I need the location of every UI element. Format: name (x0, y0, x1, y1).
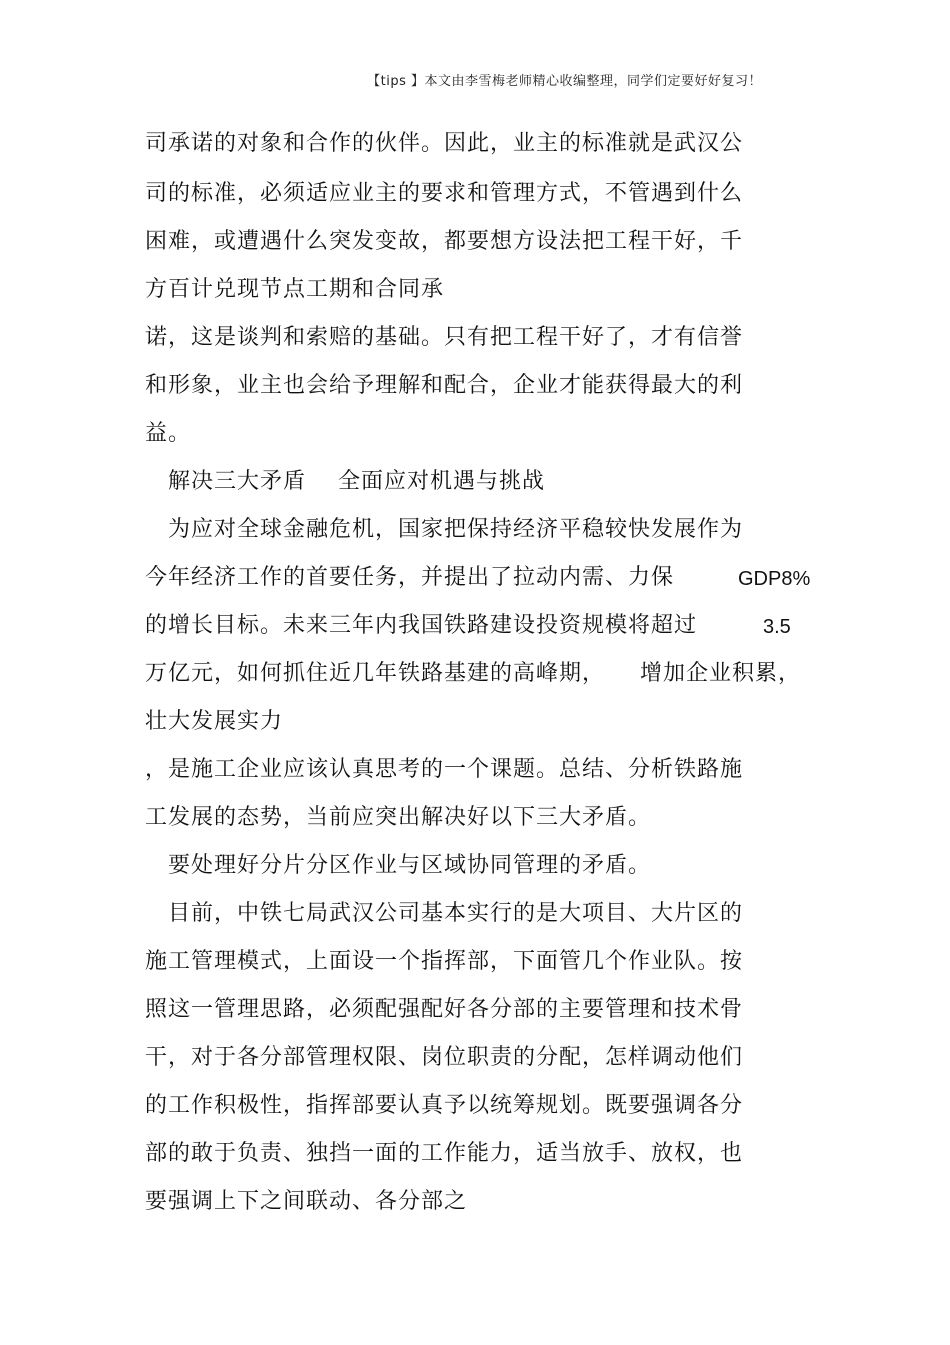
paragraph-line: 的工作积极性，指挥部要认真予以统筹规划。既要强调各分 (145, 1093, 744, 1118)
paragraph-line: 要强调上下之间联动、各分部之 (145, 1189, 468, 1214)
paragraph-line: 部的敢于负责、独挡一面的工作能力，适当放手、放权，也 (145, 1141, 744, 1166)
section-heading (168, 468, 545, 496)
sub-heading: 要处理好分片分区作业与区域协同管理的矛盾。 (168, 853, 652, 878)
paragraph-line: 方百计兑现节点工期和合同承 (145, 277, 445, 302)
paragraph-line: 照这一管理思路，必须配强配好各分部的主要管理和技术骨 (145, 997, 744, 1022)
paragraph-line: 万亿元，如何抓住近几年铁路基建的高峰期， (145, 661, 606, 686)
investment-figure: 3.5 (763, 616, 791, 638)
paragraph-line: 工发展的态势，当前应突出解决好以下三大矛盾。 (145, 805, 652, 830)
paragraph-line: 今年经济工作的首要任务，并提出了拉动内需、力保 (145, 565, 675, 590)
heading-part-1: 解决三大矛盾 (168, 469, 307, 494)
heading-part-2: 全面应对机遇与挑战 (338, 469, 546, 494)
paragraph-line: 目前，中铁七局武汉公司基本实行的是大项目、大片区的 (168, 901, 744, 926)
header-tips-note: 【tips 】本文由李雪梅老师精心收编整理，同学们定要好好复习！ (367, 74, 762, 89)
paragraph-line-tail: 增加企业积累， (640, 661, 802, 686)
paragraph-line: 为应对全球金融危机，国家把保持经济平稳较快发展作为 (168, 517, 744, 542)
paragraph-line: 益。 (145, 421, 192, 446)
paragraph-line: 和形象，业主也会给予理解和配合，企业才能获得最大的利 (145, 373, 744, 398)
gdp-figure: GDP8% (738, 568, 811, 590)
paragraph-line: 施工管理模式，上面设一个指挥部，下面管几个作业队。按 (145, 949, 744, 974)
paragraph-line: 的增长目标。未来三年内我国铁路建设投资规模将超过 (145, 613, 698, 638)
paragraph-line: 壮大发展实力 (145, 709, 284, 734)
paragraph-line: 司的标准，必须适应业主的要求和管理方式，不管遇到什么 (145, 181, 744, 206)
paragraph-line: 困难，或遭遇什么突发变故，都要想方设法把工程干好，千 (145, 229, 744, 254)
paragraph-line: 干，对于各分部管理权限、岗位职责的分配，怎样调动他们 (145, 1045, 744, 1070)
paragraph-line: 司承诺的对象和合作的伙伴。因此，业主的标准就是武汉公 (145, 131, 744, 156)
paragraph-line: 诺，这是谈判和索赔的基础。只有把工程干好了，才有信誉 (145, 325, 744, 350)
paragraph-line: ，是施工企业应该认真思考的一个课题。总结、分析铁路施 (145, 757, 744, 782)
